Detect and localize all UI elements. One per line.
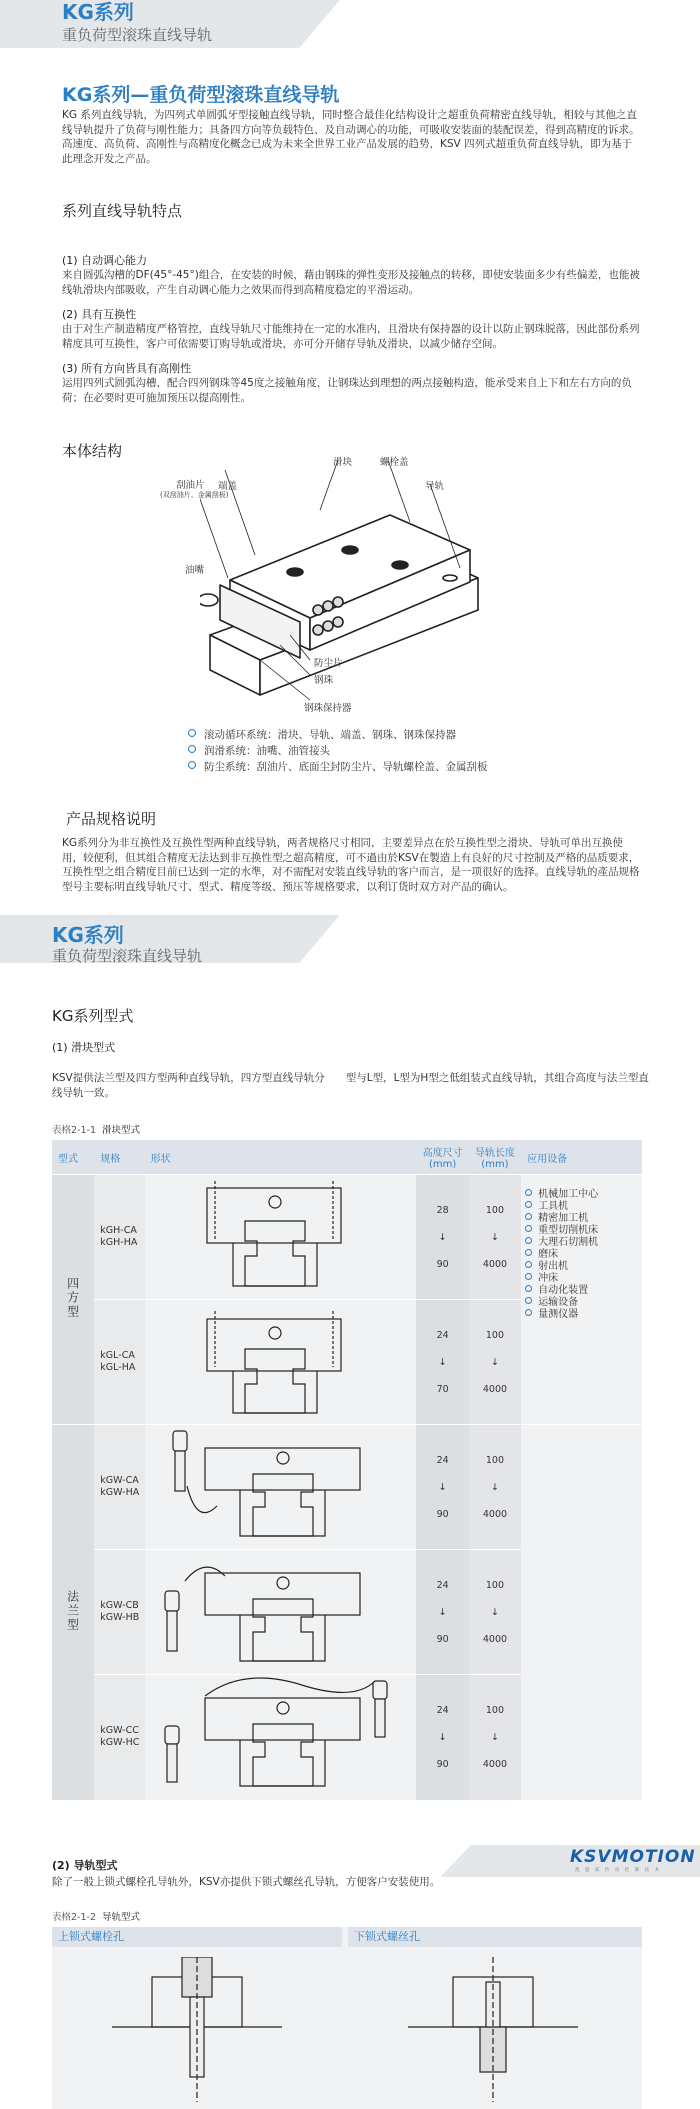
spec-b: kGW-HA xyxy=(100,1487,140,1498)
app-item: 射出机 xyxy=(525,1261,642,1273)
h-max: 90 xyxy=(436,1758,449,1770)
h-min: 24 xyxy=(436,1454,449,1466)
spec-b: kGL-HA xyxy=(100,1362,136,1373)
table-caption-no: 表格2-1-1 xyxy=(52,1125,96,1136)
spec-cell xyxy=(94,1425,144,1550)
bottom-lock-rail-drawing xyxy=(408,1957,578,2107)
block-type-text: KSV提供法兰型及四方型两种直线导轨，四方型直线导轨分 型与L型，L型为H型之低组装式直线导轨，其组合高度与法兰型直线导轨一致。 xyxy=(52,1072,649,1099)
label-slider: 滑块 xyxy=(333,457,353,468)
block-type-subtitle: (1) 滑块型式 xyxy=(52,1041,116,1054)
square-block-drawing xyxy=(145,1176,415,1296)
models-title: KG系列型式 xyxy=(52,1007,134,1025)
spec-cell xyxy=(94,1300,144,1425)
app-item: 重型切削机床 xyxy=(525,1225,642,1237)
th-length-unit: (mm) xyxy=(481,1159,509,1170)
th-type: 型式 xyxy=(52,1140,94,1175)
l-arrow: ↓ xyxy=(490,1231,499,1243)
type-cell-flange xyxy=(52,1425,94,1800)
height-cell xyxy=(416,1300,468,1425)
label-scraper: 刮油片 xyxy=(176,480,205,491)
feature-2-text: 由于对生产制造精度严格管控，直线导轨尺寸能维持在一定的水准内，且滑块有保持器的设计以防止钢珠脱落，因此部份系列精度具可互换性，客户可依需要订购导轨或滑块，亦可分开储存导轨及滑块，以减少储存空间。 xyxy=(62,323,640,350)
th-shape: 形状 xyxy=(145,1140,417,1175)
header-band-2 xyxy=(0,915,700,963)
h-arrow: ↓ xyxy=(438,1606,447,1618)
intro-paragraph: KG 系列直线导轨，为四列式单圆弧牙型接触直线导轨，同时整合最佳化结构设计之超重负荷精密直线导轨，相较与其他之直线导轨提升了负荷与刚性能力；具备四方向等负载特色、及自动调心的功能，可吸收安装面的装配误差，得到高精度的诉求。高速度、高负荷、高刚性与高精度化概念已成为未来全世界工业产品发展的趋势，KSV 四列式超重负荷直线导轨，即为基于此理念开发之产品。 xyxy=(62,109,640,165)
header-title: KG系列 xyxy=(62,0,134,24)
l-max: 4000 xyxy=(482,1508,508,1520)
shape-cell xyxy=(145,1675,417,1800)
feature-3-text: 运用四列式圆弧沟槽，配合四列钢珠等45度之接触角度，让钢珠达到理想的两点接触构造，能承受来自上下和左右方向的负荷；在必要时更可施加预压以提高刚性。 xyxy=(62,377,632,404)
h-min: 24 xyxy=(436,1704,449,1716)
th-height-unit: (mm) xyxy=(428,1159,457,1170)
structure-bullet-1: 滚动循环系统：滑块、导轨、端盖、钢珠、钢珠保持器 xyxy=(188,727,456,742)
header-subtitle: 重负荷型滚珠直线导轨 xyxy=(62,26,213,44)
app-list xyxy=(525,1189,642,1321)
l-arrow: ↓ xyxy=(490,1731,499,1743)
rail-head-left: 上锁式螺栓孔 xyxy=(52,1927,342,1947)
app-item: 运输设备 xyxy=(525,1297,642,1309)
rail-type-text: 除了一般上锁式螺栓孔导轨外，KSV亦提供下锁式螺丝孔导轨，方便客户安装使用。 xyxy=(52,1876,441,1888)
l-arrow: ↓ xyxy=(490,1606,499,1618)
height-cell xyxy=(416,1175,468,1300)
h-arrow: ↓ xyxy=(438,1356,447,1368)
label-bolt-cap: 螺栓盖 xyxy=(380,457,409,468)
label-ball: 钢珠 xyxy=(314,675,334,686)
l-max: 4000 xyxy=(482,1258,508,1270)
l-max: 4000 xyxy=(482,1758,508,1770)
th-length xyxy=(469,1140,521,1175)
rail-table xyxy=(52,1927,642,2109)
linear-guide-structure-illustration xyxy=(200,460,490,710)
label-dust-seal: 防尘片 xyxy=(314,658,343,669)
app-item: 量测仪器 xyxy=(525,1309,642,1321)
length-cell xyxy=(469,1425,521,1550)
h-max: 70 xyxy=(436,1383,449,1395)
structure-title: 本体结构 xyxy=(62,442,123,460)
l-max: 4000 xyxy=(482,1383,508,1395)
th-height xyxy=(416,1140,468,1175)
type-flange: 法兰型 xyxy=(65,1589,80,1632)
h-arrow: ↓ xyxy=(438,1731,447,1743)
rail-caption-no: 表格2-1-2 xyxy=(52,1912,96,1923)
shape-cell xyxy=(145,1300,417,1425)
app-item: 磨床 xyxy=(525,1249,642,1261)
l-min: 100 xyxy=(485,1204,505,1216)
label-grease-nipple: 油嘴 xyxy=(185,565,205,576)
spec-cell xyxy=(94,1550,144,1675)
th-app: 应用设备 xyxy=(521,1140,642,1175)
h-max: 90 xyxy=(436,1508,449,1520)
page-1 xyxy=(0,0,700,915)
rail-caption-title: 导轨型式 xyxy=(102,1912,141,1923)
feature-1-title: (1) 自动调心能力 xyxy=(62,254,148,267)
l-arrow: ↓ xyxy=(490,1356,499,1368)
section-title: KG系列—重负荷型滚珠直线导轨 xyxy=(62,84,340,106)
header-title-2: KG系列 xyxy=(52,923,124,947)
type-cell-square xyxy=(52,1175,94,1425)
l-min: 100 xyxy=(485,1329,505,1341)
feature-1-text: 来自圆弧沟槽的DF(45°-45°)组合，在安装的时候，藉由钢珠的弹性变形及接触点的转移，即使安装面多少有些偏差，也能被线轨滑块内部吸收，产生自动调心能力之效果而得到高精度稳定的平滑运动。 xyxy=(62,269,640,296)
top-lock-rail-drawing xyxy=(112,1957,282,2107)
h-min: 24 xyxy=(436,1329,449,1341)
length-cell xyxy=(469,1300,521,1425)
h-arrow: ↓ xyxy=(438,1481,447,1493)
height-cell xyxy=(416,1550,468,1675)
flange-block-c-drawing xyxy=(145,1676,415,1796)
spec-b: kGW-HC xyxy=(100,1737,140,1749)
spec-cell xyxy=(94,1675,144,1800)
label-scraper-note: (双刮油片、金属刮板) xyxy=(160,491,229,499)
shape-cell xyxy=(145,1175,417,1300)
feature-3-title: (3) 所有方向皆具有高刚性 xyxy=(62,362,192,375)
l-arrow: ↓ xyxy=(490,1481,499,1493)
spec-b: kGH-HA xyxy=(100,1237,138,1248)
table-caption-title: 滑块型式 xyxy=(102,1125,141,1136)
block-type-table xyxy=(52,1140,642,1800)
page-2 xyxy=(0,915,700,2109)
length-cell xyxy=(469,1175,521,1300)
header-subtitle-2: 重负荷型滚珠直线导轨 xyxy=(52,947,203,965)
ksvmotion-logo-sub: 凯 盛 威 传 动 控 制 技 术 xyxy=(575,1868,661,1873)
label-end-cap: 端盖 xyxy=(218,481,238,492)
spec-a: kGW-CA xyxy=(100,1475,139,1486)
structure-bullet-2: 润滑系统：油嘴、油管接头 xyxy=(188,743,330,758)
spec-a: kGH-CA xyxy=(100,1225,137,1236)
app-cell xyxy=(521,1175,642,1425)
rail-table-caption xyxy=(52,1909,140,1923)
spec-a: kGW-CB xyxy=(100,1600,139,1611)
th-spec: 规格 xyxy=(94,1140,144,1175)
l-min: 100 xyxy=(485,1579,505,1591)
th-height-label: 高度尺寸 xyxy=(422,1148,463,1159)
h-arrow: ↓ xyxy=(438,1231,447,1243)
table-row xyxy=(52,1425,642,1550)
app-item: 精密加工机 xyxy=(525,1213,642,1225)
height-cell xyxy=(416,1675,468,1800)
h-max: 90 xyxy=(436,1258,449,1270)
features-title: 系列直线导轨特点 xyxy=(62,202,183,220)
h-min: 28 xyxy=(436,1204,449,1216)
table-row xyxy=(52,1175,642,1300)
rail-head-right: 下锁式螺丝孔 xyxy=(348,1927,642,1947)
app-item: 冲床 xyxy=(525,1273,642,1285)
flange-block-b-drawing xyxy=(145,1551,415,1671)
l-min: 100 xyxy=(485,1704,505,1716)
spec-a: kGW-CC xyxy=(100,1725,139,1737)
shape-cell xyxy=(145,1550,417,1675)
table-caption xyxy=(52,1122,140,1136)
length-cell xyxy=(469,1675,521,1800)
structure-bullet-3: 防尘系统：刮油片、底面尘封防尘片、导轨螺栓盖、金属刮板 xyxy=(188,759,488,774)
spec-b: kGW-HB xyxy=(100,1612,140,1623)
header-band xyxy=(0,0,700,48)
h-min: 24 xyxy=(436,1579,449,1591)
h-max: 90 xyxy=(436,1633,449,1645)
spec-cell xyxy=(94,1175,144,1300)
flange-block-drawing xyxy=(145,1426,415,1546)
app-item: 大理石切割机 xyxy=(525,1237,642,1249)
height-cell xyxy=(416,1425,468,1550)
label-rail: 导轨 xyxy=(425,481,445,492)
ksvmotion-logo: KSVMOTION xyxy=(570,1847,696,1867)
th-length-label: 导轨长度 xyxy=(474,1148,515,1159)
app-item: 机械加工中心 xyxy=(525,1189,642,1201)
app-cell-empty xyxy=(521,1425,642,1800)
type-square: 四方型 xyxy=(65,1277,80,1319)
app-item: 自动化装置 xyxy=(525,1285,642,1297)
shape-cell xyxy=(145,1425,417,1550)
app-item: 工具机 xyxy=(525,1201,642,1213)
label-ball-retainer: 钢珠保持器 xyxy=(304,703,352,714)
feature-2-title: (2) 具有互换性 xyxy=(62,308,137,321)
rail-type-subtitle: (2) 导轨型式 xyxy=(52,1859,118,1872)
l-min: 100 xyxy=(485,1454,505,1466)
spec-paragraph: KG系列分为非互换性及互换性型两种直线导轨，两者规格尺寸相同，主要差异点在於互换性型之滑块、导轨可单出互换使用，较便利，但其组合精度无法达到非互换性型之超高精度，可不過由於KSV在製造上有良好的尺寸控制及严格的品质要求，互换性型之组合精度目前已达到一定的水準，对不需配对安装直线导轨的客户而言，是一项很好的选择。直线导轨的產品规格型号主要标明直线导轨尺寸、型式、精度等级、预压等规格要求，以利订货时双方对产品的确认。 xyxy=(62,837,640,893)
table-header-row xyxy=(52,1140,642,1175)
l-max: 4000 xyxy=(482,1633,508,1645)
spec-a: kGL-CA xyxy=(100,1350,135,1361)
low-block-drawing xyxy=(145,1301,415,1421)
length-cell xyxy=(469,1550,521,1675)
spec-title: 产品规格说明 xyxy=(66,810,157,828)
